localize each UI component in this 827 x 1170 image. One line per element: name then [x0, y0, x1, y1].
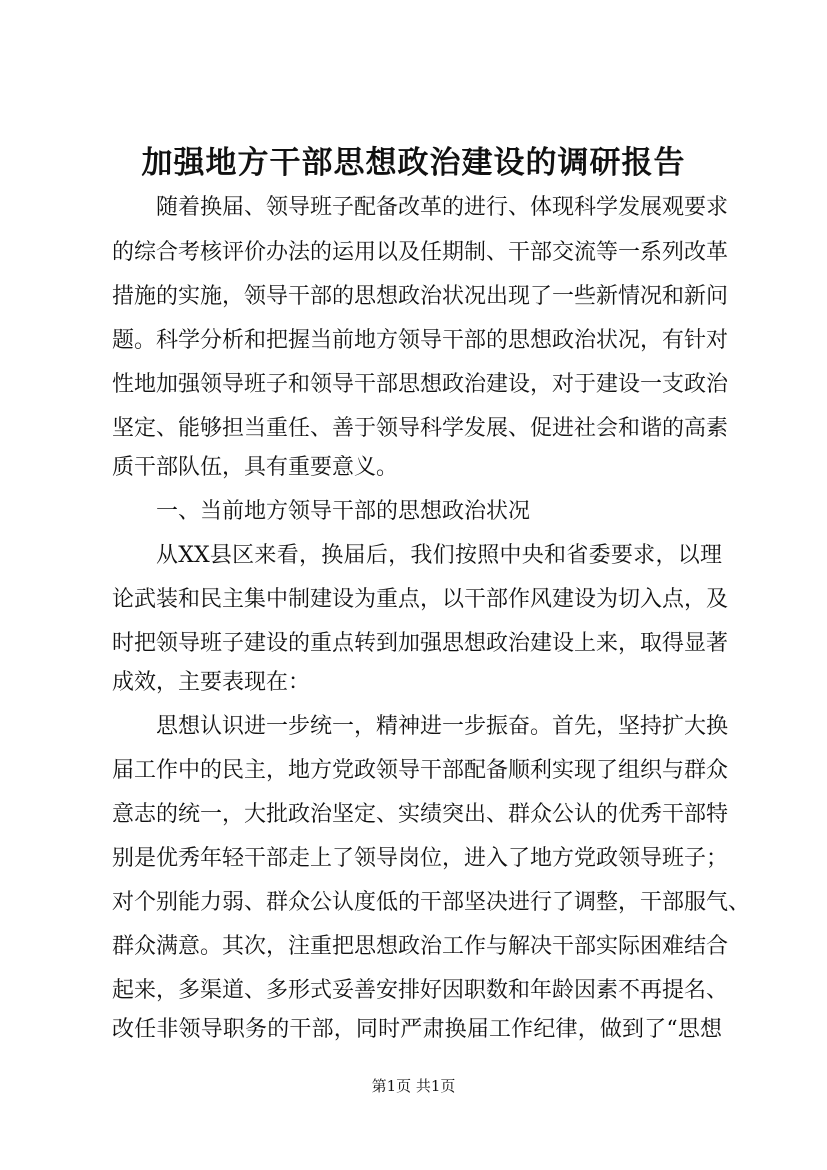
- paragraph-line: 论武装和民主集中制建设为重点，以干部作风建设为切入点，及: [112, 587, 729, 612]
- paragraph-line: 随着换届、领导班子配备改革的进行、体现科学发展观要求: [156, 195, 729, 220]
- paragraph-line: 改任非领导职务的干部，同时严肃换届工作纪律，做到了“思想: [112, 1017, 722, 1042]
- paragraph-line: 时把领导班子建设的重点转到加强思想政治建设上来，取得显著: [112, 631, 729, 656]
- paragraph-line: 对个别能力弱、群众公认度低的干部坚决进行了调整，干部服气、: [112, 890, 751, 915]
- paragraph-line: 思想认识进一步统一，精神进一步振奋。首先，坚持扩大换: [156, 714, 729, 739]
- paragraph-line: 质干部队伍，具有重要意义。: [112, 455, 399, 480]
- paragraph-line: 题。科学分析和把握当前地方领导干部的思想政治状况，有针对: [112, 328, 729, 353]
- paragraph-line: 坚定、能够担当重任、善于领导科学发展、促进社会和谐的高素: [112, 416, 729, 441]
- paragraph-line: 从XX县区来看，换届后，我们按照中央和省委要求，以理: [156, 543, 722, 568]
- page-number-footer: 第1页 共1页: [371, 1077, 456, 1095]
- paragraph-line: 别是优秀年轻干部走上了领导岗位，进入了地方党政领导班子；: [112, 846, 729, 871]
- section-heading: 一、当前地方领导干部的思想政治状况: [156, 499, 531, 524]
- paragraph-line: 届工作中的民主，地方党政领导干部配备顺利实现了组织与群众: [112, 758, 729, 783]
- paragraph-line: 群众满意。其次，注重把思想政治工作与解决干部实际困难结合: [112, 934, 729, 959]
- document-title: 加强地方干部思想政治建设的调研报告: [141, 145, 686, 181]
- paragraph-line: 的综合考核评价办法的运用以及任期制、干部交流等一系列改革: [112, 240, 729, 265]
- paragraph-line: 性地加强领导班子和领导干部思想政治建设，对于建设一支政治: [112, 372, 729, 397]
- paragraph-line: 成效，主要表现在：: [112, 670, 311, 695]
- paragraph-line: 措施的实施，领导干部的思想政治状况出现了一些新情况和新问: [112, 284, 729, 309]
- paragraph-line: 意志的统一，大批政治坚定、实绩突出、群众公认的优秀干部特: [112, 802, 729, 827]
- paragraph-line: 起来，多渠道、多形式妥善安排好因职数和年龄因素不再提名、: [112, 978, 729, 1003]
